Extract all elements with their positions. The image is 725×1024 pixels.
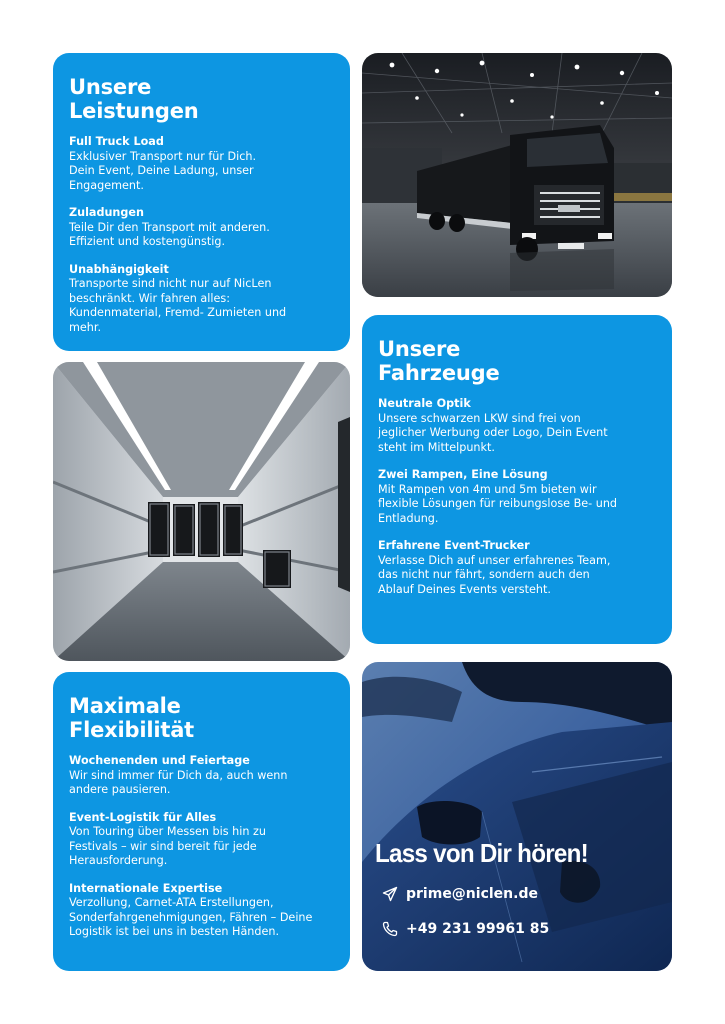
- section-title: Wochenenden und Feiertage: [69, 754, 250, 767]
- section-title: Neutrale Optik: [378, 397, 471, 410]
- section-title: Zuladungen: [69, 206, 144, 219]
- section-text: Wir sind immer für Dich da, auch wenn andere pausieren.: [69, 768, 288, 796]
- contact-headline: Lass von Dir hören!: [375, 838, 588, 868]
- section-text: Verlasse Dich auf unser erfahrenes Team, das nicht nur fährt, sondern auch den Ablauf Deines Events versteht.: [378, 553, 611, 596]
- section-text: Transporte sind nicht nur auf NicLen beschränkt. Wir fahren alles: Kundenmaterial, Fremd- Zumieten und mehr.: [69, 277, 287, 334]
- section-title: Erfahrene Event-Trucker: [378, 539, 530, 552]
- phone-link[interactable]: [382, 921, 549, 937]
- section-text: Exklusiver Transport nur für Dich. Dein Event, Deine Ladung, unser Engagement.: [69, 149, 257, 192]
- services-card: [53, 53, 350, 351]
- send-icon: [382, 886, 398, 902]
- services-title: Unsere Leistungen: [69, 75, 199, 123]
- service-full-truck-load: [69, 135, 334, 193]
- section-title: Unabhängigkeit: [69, 262, 169, 276]
- flexibility-title: Maximale Flexibilität: [69, 694, 195, 742]
- flex-wochenenden: [69, 754, 334, 798]
- section-text: Teile Dir den Transport mit anderen. Effizient und kostengünstig.: [69, 220, 270, 248]
- phone-text[interactable]: +49 231 99961 85: [406, 921, 550, 937]
- service-unabhaengigkeit: [69, 263, 334, 336]
- vehicles-card: [362, 315, 672, 644]
- email-link[interactable]: [382, 886, 538, 902]
- flexibility-card: [53, 672, 350, 971]
- section-title: Full Truck Load: [69, 135, 164, 148]
- section-title: Internationale Expertise: [69, 881, 223, 895]
- flex-international: [69, 882, 334, 940]
- trailer-interior-photo: [53, 362, 350, 661]
- flex-event-logistik: [69, 811, 334, 869]
- section-title: Event-Logistik für Alles: [69, 810, 217, 824]
- vehicles-title: Unsere Fahrzeuge: [378, 337, 500, 385]
- section-text: Von Touring über Messen bis hin zu Festivals – wir sind bereit für jede Herausforderung.: [69, 825, 266, 867]
- section-text: Unsere schwarzen LKW sind frei von jeglicher Werbung oder Logo, Dein Event steht im Mittelpunkt.: [378, 411, 608, 454]
- service-zuladungen: [69, 206, 334, 250]
- vehicle-zwei-rampen: [378, 468, 656, 526]
- truck-photo: [362, 53, 672, 297]
- contact-card: [362, 662, 672, 971]
- email-text[interactable]: prime@niclen.de: [406, 886, 538, 902]
- section-text: Verzollung, Carnet-ATA Erstellungen, Sonderfahrgenehmigungen, Fähren – Deine Logistik ist bei uns in besten Händen.: [69, 896, 313, 938]
- section-title: Zwei Rampen, Eine Lösung: [378, 468, 548, 481]
- section-text: Mit Rampen von 4m und 5m bieten wir flexible Lösungen für reibungslose Be- und Entladung.: [378, 482, 618, 525]
- vehicle-neutrale-optik: [378, 397, 656, 455]
- phone-icon: [382, 921, 398, 937]
- vehicle-event-trucker: [378, 539, 656, 597]
